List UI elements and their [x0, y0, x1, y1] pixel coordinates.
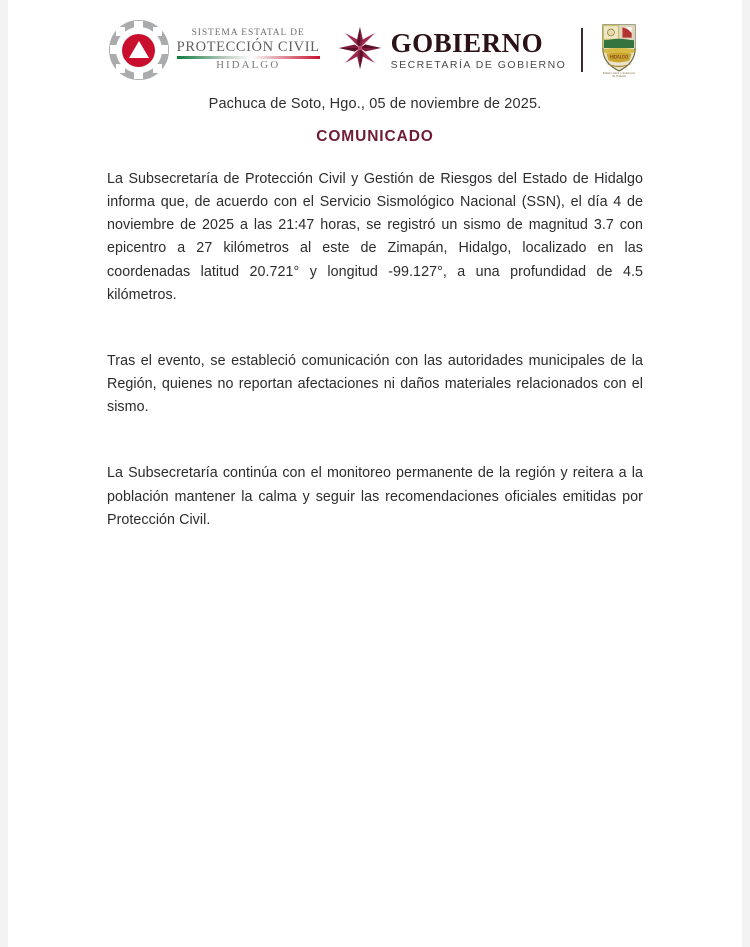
paragraph-municipal-response: Tras el evento, se estableció comunicación con las autoridades municipales de la Región, quienes no reportan afectaciones ni daños materiales relacionados con el sismo.: [107, 352, 643, 416]
pc-logo-line-1: SISTEMA ESTATAL DE: [191, 27, 305, 38]
svg-text:HIDALGO: HIDALGO: [610, 53, 629, 59]
letterhead-divider: [581, 28, 583, 72]
page-edge-right: [742, 0, 750, 947]
gobierno-subtitle: SECRETARÍA DE GOBIERNO: [390, 58, 567, 71]
proteccion-civil-logo: [108, 19, 320, 81]
page-edge-left: [0, 0, 8, 947]
gobierno-logo: [338, 26, 567, 75]
proteccion-civil-triangle-emblem-icon: [108, 19, 170, 81]
pc-logo-line-3: HIDALGO: [216, 58, 281, 71]
paragraph-earthquake-details: La Subsecretaría de Protección Civil y Gestión de Riesgos del Estado de Hidalgo informa que, de acuerdo con el Servicio Sismológico Nacional (SSN), el día 4 de noviembre de 2025 a las 21:47 horas, se registró un sismo de magnitud 3.7 con epicentro a 27 kilómetros al este de Zimapán, Hidalgo, localizado en las coordenadas latitud 20.721° y longitud -99.127°, a una profundidad de 4.5 kilómetros.: [107, 171, 643, 303]
page-title: COMUNICADO: [316, 128, 434, 145]
gobierno-title: GOBIERNO: [390, 27, 544, 58]
state-seal-caption: Estado Libre y Soberano: [603, 71, 636, 75]
letterhead: [0, 14, 750, 86]
gobierno-eight-point-star-icon: [338, 26, 382, 75]
document-body: [107, 96, 643, 532]
paragraph-monitoring-recommendations: La Subsecretaría continúa con el monitoreo permanente de la región y reitera a la población mantener la calma y seguir las recomendaciones oficiales emitidas por Protección Civil.: [107, 465, 643, 528]
dateline: Pachuca de Soto, Hgo., 05 de noviembre de 2025.: [208, 96, 542, 112]
hidalgo-coat-of-arms-icon: [596, 19, 642, 82]
svg-text:de Hidalgo: de Hidalgo: [612, 74, 627, 77]
pc-logo-line-2: PROTECCIÓN CIVIL: [176, 38, 320, 55]
